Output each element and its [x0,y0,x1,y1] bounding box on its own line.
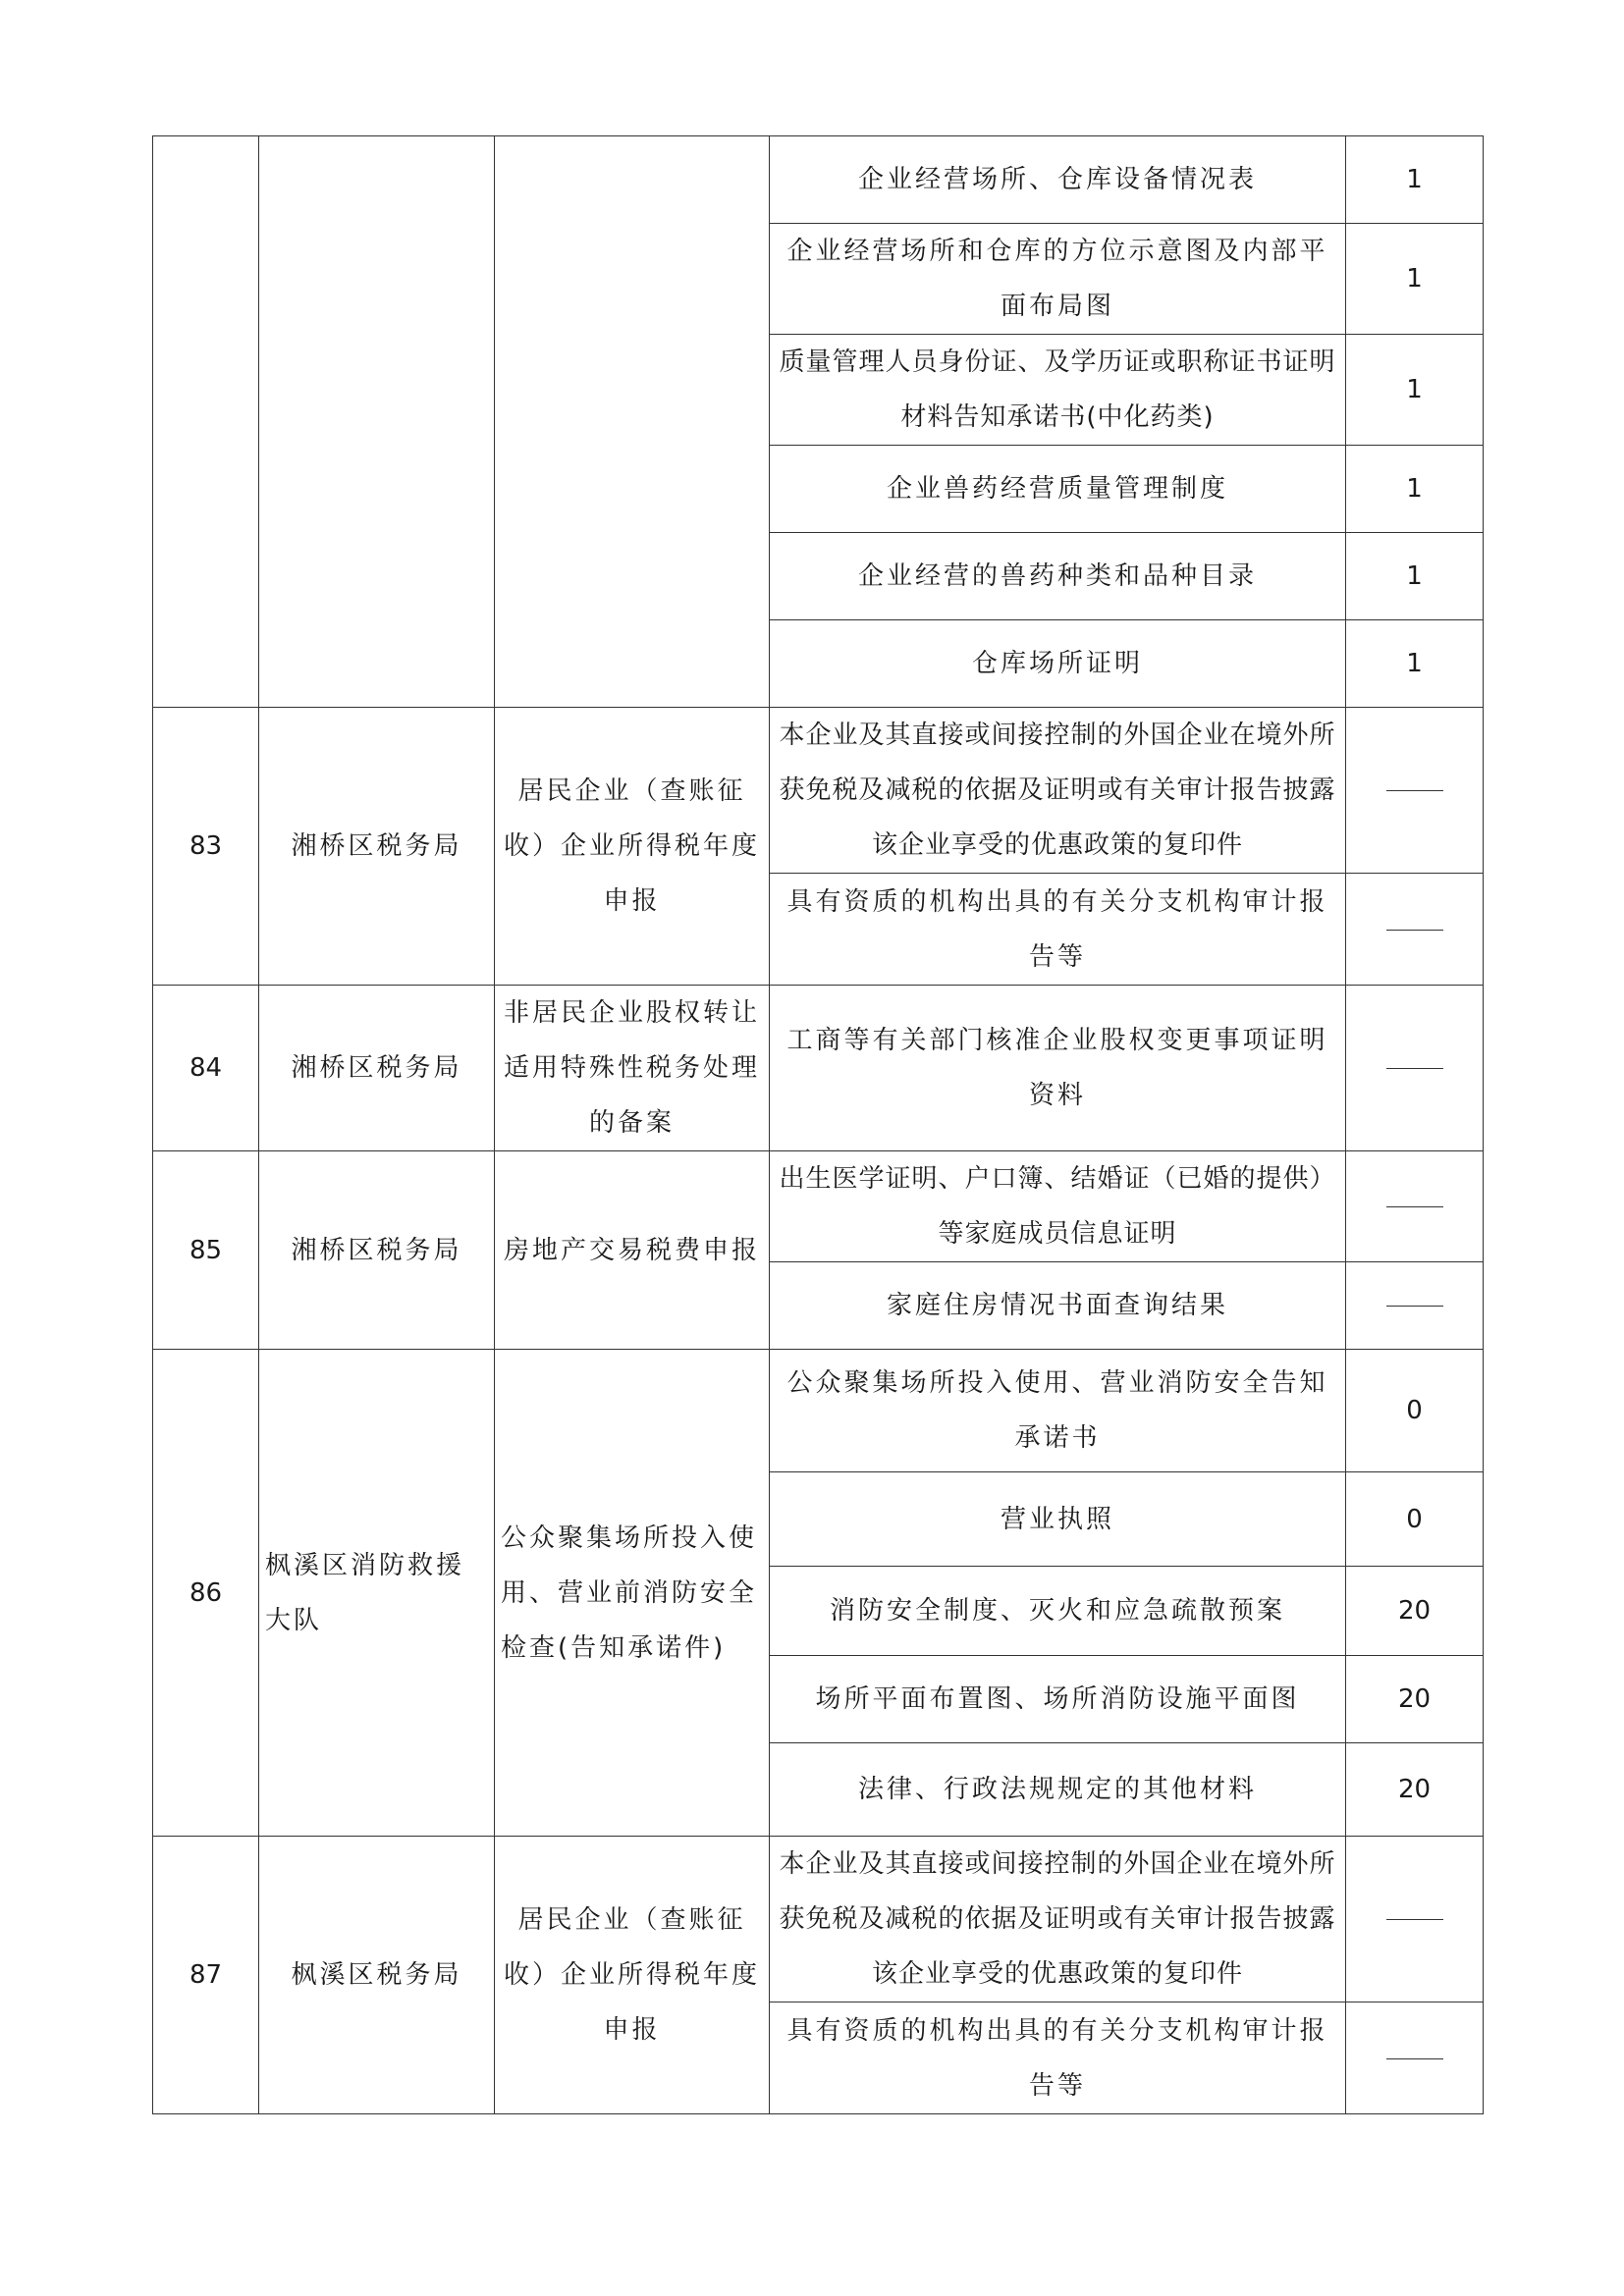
count-cell: 1 [1346,335,1484,446]
count-cell: 20 [1346,1743,1484,1837]
material-cell: 消防安全制度、灭火和应急疏散预案 [770,1567,1346,1656]
table-row [153,136,1484,224]
item-cell: 居民企业（查账征收）企业所得税年度申报 [495,708,770,986]
seq-cell: 86 [153,1350,259,1837]
item-cell: 房地产交易税费申报 [495,1151,770,1350]
dash-mark [1386,790,1443,791]
item-cell: 居民企业（查账征收）企业所得税年度申报 [495,1837,770,2114]
material-cell: 企业兽药经营质量管理制度 [770,446,1346,533]
seq-cell: 84 [153,986,259,1151]
dept-cell: 枫溪区税务局 [259,1837,495,2114]
material-cell: 场所平面布置图、场所消防设施平面图 [770,1656,1346,1743]
item-cell: 公众聚集场所投入使用、营业前消防安全检查(告知承诺件) [495,1350,770,1837]
materials-table [152,135,1484,2114]
dash-mark [1386,930,1443,931]
count-cell [1346,874,1484,986]
seq-cell: 87 [153,1837,259,2114]
count-cell [1346,1837,1484,2002]
material-cell: 仓库场所证明 [770,620,1346,708]
material-cell: 公众聚集场所投入使用、营业消防安全告知承诺书 [770,1350,1346,1472]
material-cell: 本企业及其直接或间接控制的外国企业在境外所获免税及减税的依据及证明或有关审计报告披露该企业享受的优惠政策的复印件 [770,708,1346,874]
dash-mark [1386,1919,1443,1920]
table-row [153,1350,1484,1472]
count-cell [1346,2002,1484,2114]
count-cell: 1 [1346,136,1484,224]
count-cell: 0 [1346,1350,1484,1472]
count-cell [1346,986,1484,1151]
count-cell [1346,1151,1484,1262]
material-cell: 出生医学证明、户口簿、结婚证（已婚的提供）等家庭成员信息证明 [770,1151,1346,1262]
material-cell: 具有资质的机构出具的有关分支机构审计报告等 [770,2002,1346,2114]
table-row [153,1151,1484,1262]
dash-mark [1386,1206,1443,1207]
count-cell: 1 [1346,224,1484,335]
material-cell: 质量管理人员身份证、及学历证或职称证书证明材料告知承诺书(中化药类) [770,335,1346,446]
dash-mark [1386,1306,1443,1307]
dept-cell: 湘桥区税务局 [259,1151,495,1350]
material-cell: 营业执照 [770,1472,1346,1567]
material-cell: 工商等有关部门核准企业股权变更事项证明资料 [770,986,1346,1151]
seq-cell [153,136,259,708]
count-cell: 0 [1346,1472,1484,1567]
dash-mark [1386,1068,1443,1069]
count-cell: 1 [1346,620,1484,708]
table-row [153,1837,1484,2002]
count-cell [1346,708,1484,874]
count-cell: 20 [1346,1567,1484,1656]
count-cell [1346,1262,1484,1350]
material-cell: 本企业及其直接或间接控制的外国企业在境外所获免税及减税的依据及证明或有关审计报告披露该企业享受的优惠政策的复印件 [770,1837,1346,2002]
dept-cell [259,136,495,708]
material-cell: 企业经营场所和仓库的方位示意图及内部平面布局图 [770,224,1346,335]
dept-cell: 湘桥区税务局 [259,708,495,986]
dash-mark [1386,2058,1443,2059]
count-cell: 1 [1346,533,1484,620]
seq-cell: 85 [153,1151,259,1350]
dept-cell: 湘桥区税务局 [259,986,495,1151]
material-cell: 具有资质的机构出具的有关分支机构审计报告等 [770,874,1346,986]
item-cell [495,136,770,708]
material-cell: 法律、行政法规规定的其他材料 [770,1743,1346,1837]
dept-cell: 枫溪区消防救援大队 [259,1350,495,1837]
material-cell: 企业经营场所、仓库设备情况表 [770,136,1346,224]
item-cell: 非居民企业股权转让适用特殊性税务处理的备案 [495,986,770,1151]
seq-cell: 83 [153,708,259,986]
count-cell: 1 [1346,446,1484,533]
count-cell: 20 [1346,1656,1484,1743]
material-cell: 企业经营的兽药种类和品种目录 [770,533,1346,620]
table-row [153,708,1484,874]
material-cell: 家庭住房情况书面查询结果 [770,1262,1346,1350]
table-row [153,986,1484,1151]
